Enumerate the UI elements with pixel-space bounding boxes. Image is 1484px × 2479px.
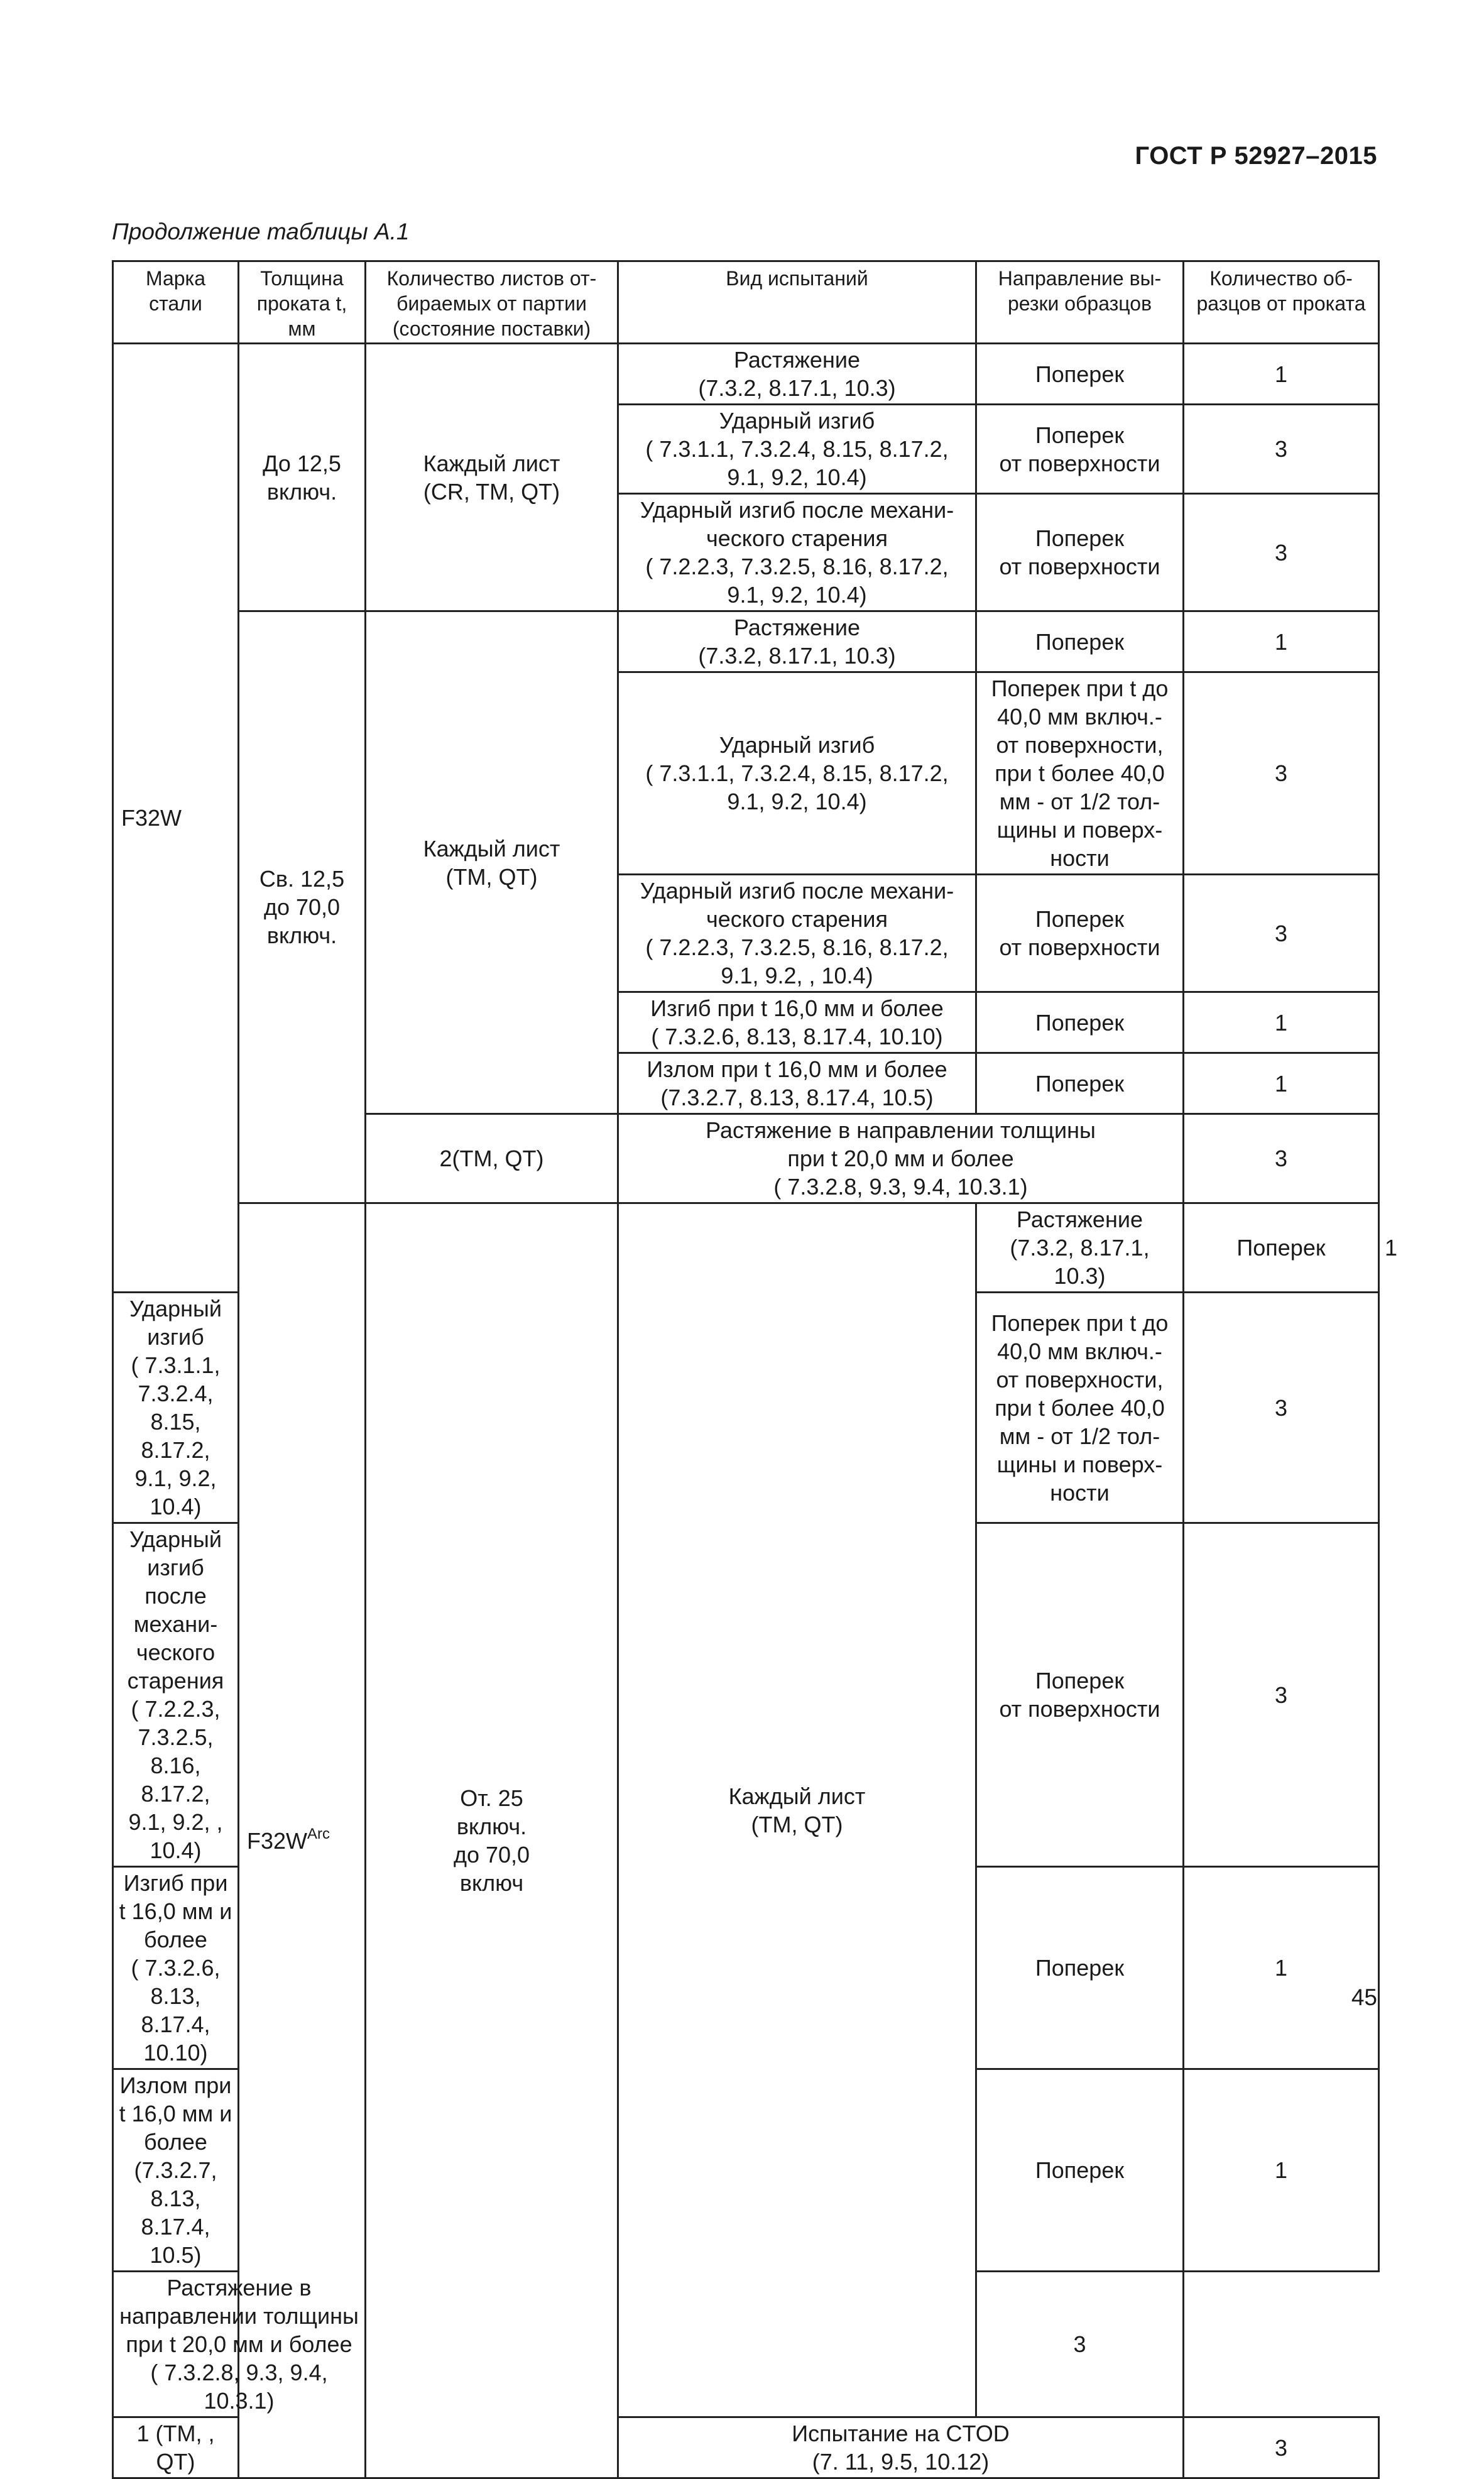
count-cell: 1 — [1184, 2069, 1379, 2272]
count-cell: 1 — [1184, 992, 1379, 1053]
test-table — [112, 260, 1398, 2479]
count-cell: 3 — [976, 2272, 1184, 2417]
count-cell: 3 — [1184, 1523, 1379, 1867]
test-cell: Растяжение в направлении толщины при t 20,0 мм и более ( 7.3.2.8, 9.3, 9.4, 10.3.1) — [618, 1114, 1184, 1203]
grade-superscript: Arc — [307, 1825, 330, 1842]
count-cell: 3 — [1184, 875, 1379, 992]
header-test-type: Вид испытаний — [618, 261, 976, 344]
header-grade: Марка стали — [113, 261, 239, 344]
page-number: 45 — [1351, 1984, 1377, 2010]
test-cell: Изгиб при t 16,0 мм и более ( 7.3.2.6, 8.13, 8.17.4, 10.10) — [618, 992, 976, 1053]
test-cell: Растяжение (7.3.2, 8.17.1, 10.3) — [618, 344, 976, 405]
document-code: ГОСТ Р 52927–2015 — [1135, 142, 1377, 170]
count-cell: 1 — [1184, 1053, 1379, 1114]
test-cell: Ударный изгиб после механи- ческого старения ( 7.2.2.3, 7.3.2.5, 8.16, 8.17.2, 9.1, 9.2, , 10.4) — [618, 875, 976, 992]
count-cell: 3 — [1184, 2417, 1379, 2478]
test-cell: Растяжение (7.3.2, 8.17.1, 10.3) — [618, 611, 976, 672]
sheets-cell: 1 (TM, , QT) — [113, 2417, 239, 2478]
direction-cell: Поперек — [1184, 1203, 1379, 1293]
sheets-cell: Каждый лист (TM, QT) — [366, 611, 618, 1114]
direction-cell: Поперек при t до 40,0 мм включ.- от поверхности, при t более 40,0 мм - от 1/2 тол- щины и поверх- ности — [976, 672, 1184, 875]
sheets-cell: Каждый лист (TM, QT) — [618, 1203, 976, 2417]
count-cell: 3 — [1184, 1293, 1379, 1523]
thickness-cell: До 12,5 включ. — [239, 344, 366, 611]
header-sheets: Количество листов от- бираемых от партии (состояние поставки) — [366, 261, 618, 344]
test-cell: Изгиб при t 16,0 мм и более ( 7.3.2.6, 8.13, 8.17.4, 10.10) — [113, 1867, 239, 2069]
direction-cell: Поперек — [976, 1053, 1184, 1114]
test-cell: Растяжение в направлении толщины при t 20,0 мм и более ( 7.3.2.8, 9.3, 9.4, 10.3.1) — [113, 2272, 366, 2417]
header-specimen-count: Количество об- разцов от проката — [1184, 261, 1379, 344]
table-row: $F32W^{Arc}$ От. 25 включ. до 70,0 включ Каждый лист (TM, QT) Растяжение (7.3.2, 8.17.1, 10.3) Поперек 1 — [113, 1203, 1379, 1293]
test-cell: Ударный изгиб после механи- ческого старения ( 7.2.2.3, 7.3.2.5, 8.16, 8.17.2, 9.1, 9.2, 10.4) — [618, 494, 976, 611]
sheets-cell: 2(TM, QT) — [366, 1114, 618, 1203]
header-thickness: Толщина проката t, мм — [239, 261, 366, 344]
count-cell: 3 — [1184, 672, 1379, 875]
count-cell: 1 — [1184, 344, 1379, 405]
test-cell: Ударный изгиб ( 7.3.1.1, 7.3.2.4, 8.15, 8.17.2, 9.1, 9.2, 10.4) — [113, 1293, 239, 1523]
direction-cell: Поперек от поверхности — [976, 494, 1184, 611]
direction-cell: Поперек — [976, 992, 1184, 1053]
sheets-cell: Каждый лист (CR, TM, QT) — [366, 344, 618, 611]
count-cell: 3 — [1184, 494, 1379, 611]
test-cell: Растяжение (7.3.2, 8.17.1, 10.3) — [976, 1203, 1184, 1293]
test-cell: Излом при t 16,0 мм и более (7.3.2.7, 8.13, 8.17.4, 10.5) — [618, 1053, 976, 1114]
direction-cell: Поперек — [976, 611, 1184, 672]
direction-cell: Поперек от поверхности — [976, 875, 1184, 992]
count-cell: 3 — [1184, 1114, 1379, 1203]
count-cell: 1 — [1184, 1867, 1379, 2069]
table-row — [113, 344, 1379, 405]
grade-cell: F32W — [113, 344, 239, 1293]
direction-cell: Поперек — [976, 1867, 1184, 2069]
thickness-cell: От. 25 включ. до 70,0 включ — [366, 1203, 618, 2478]
test-cell: Излом при t 16,0 мм и более (7.3.2.7, 8.13, 8.17.4, 10.5) — [113, 2069, 239, 2272]
direction-cell: Поперек — [976, 344, 1184, 405]
table-row — [113, 611, 1379, 672]
thickness-cell: Св. 12,5 до 70,0 включ. — [239, 611, 366, 1203]
table-caption: Продолжение таблицы А.1 — [112, 219, 410, 244]
test-cell: Ударный изгиб ( 7.3.1.1, 7.3.2.4, 8.15, 8.17.2, 9.1, 9.2, 10.4) — [618, 672, 976, 875]
count-cell: 3 — [1184, 405, 1379, 494]
test-cell: Ударный изгиб ( 7.3.1.1, 7.3.2.4, 8.15, 8.17.2, 9.1, 9.2, 10.4) — [618, 405, 976, 494]
header-direction: Направление вы- резки образцов — [976, 261, 1184, 344]
direction-cell: Поперек — [976, 2069, 1184, 2272]
direction-cell: Поперек от поверхности — [976, 405, 1184, 494]
direction-cell: Поперек при t до 40,0 мм включ.- от поверхности, при t более 40,0 мм - от 1/2 тол- щины и поверх- ности — [976, 1293, 1184, 1523]
grade-name: F32W — [247, 1827, 308, 1854]
direction-cell: Поперек от поверхности — [976, 1523, 1184, 1867]
count-cell: 1 — [1184, 611, 1379, 672]
test-cell: Ударный изгиб после механи- ческого старения ( 7.2.2.3, 7.3.2.5, 8.16, 8.17.2, 9.1, 9.2, , 10.4) — [113, 1523, 239, 1867]
test-cell: Испытание на CTOD (7. 11, 9.5, 10.12) — [618, 2417, 1184, 2478]
table-header-row — [113, 261, 1379, 344]
